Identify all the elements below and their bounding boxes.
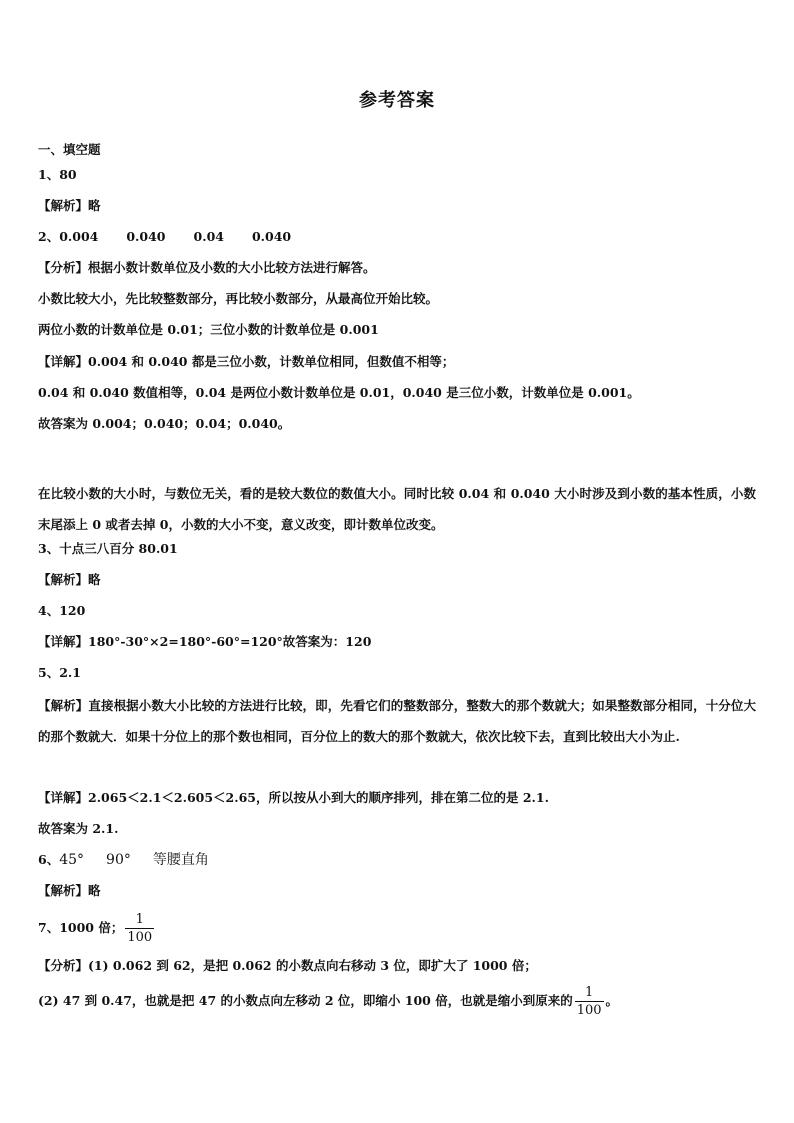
q5-detail: 【详解】2.065＜2.1＜2.605＜2.65，所以按从小到大的顺序排列，排在第二位的是 2.1.	[38, 790, 549, 805]
q4-answer: 4、120	[38, 603, 86, 618]
q7-analysis-fraction-denominator: 100	[576, 1003, 602, 1018]
q2-detail: 【详解】0.004 和 0.040 都是三位小数，计数单位相同，但数值不相等；	[38, 354, 455, 369]
q7-label: 7、1000 倍；	[38, 920, 124, 935]
q3-analysis: 【解析】略	[38, 572, 101, 587]
q2-analysis: 【分析】根据小数计数单位及小数的大小比较方法进行解答。	[38, 260, 376, 275]
q2-analysis-line2: 小数比较大小，先比较整数部分，再比较小数部分，从最高位开始比较。	[38, 291, 439, 306]
q7-fraction-numerator: 1	[135, 912, 144, 927]
q2-label: 2、	[38, 229, 60, 244]
q6-answer-2: 90°	[106, 852, 131, 868]
page-title: 参考答案	[359, 90, 435, 111]
q2-answer-3: 0.04	[193, 229, 224, 244]
q2-analysis-line3: 两位小数的计数单位是 0.01；三位小数的计数单位是 0.001	[38, 322, 379, 337]
q7-fraction-denominator: 100	[127, 930, 153, 945]
q7-analysis-fraction-numerator: 1	[584, 985, 594, 1000]
q1-answer: 1、80	[38, 167, 77, 182]
q2-answer-2: 0.040	[126, 229, 166, 244]
section-heading: 一、填空题	[38, 142, 101, 157]
q2-answer	[38, 229, 291, 245]
q7-analysis-end: 。	[605, 993, 619, 1008]
q7-fraction	[125, 911, 154, 946]
q2-detail-line2: 0.04 和 0.040 数值相等，0.04 是两位小数计数单位是 0.01，0.040 是三位小数，计数单位是 0.001。	[38, 385, 640, 400]
q7-analysis-1: 【分析】(1) 0.062 到 62，是把 0.062 的小数点向右移动 3 位，即扩大了 1000 倍；	[38, 958, 537, 973]
q7-analysis-fraction	[575, 984, 604, 1019]
q6-answer-3: 等腰直角	[152, 852, 209, 868]
q7-analysis-2	[38, 983, 618, 1019]
q2-answer-4: 0.040	[251, 229, 292, 244]
q5-analysis: 【解析】直接根据小数大小比较的方法进行比较，即，先看它们的整数部分，整数大的那个数就大；如果整数部分相同，十分位大的那个数就大．如果十分位上的那个数也相同，百分位上的数大的那个数就大，依次比较下去，直到比较出大小为止.	[38, 698, 756, 744]
q6-answer	[38, 852, 209, 868]
q4-detail: 【详解】180°-30°×2=180°-60°=120°故答案为：120	[38, 634, 372, 649]
q2-note: 在比较小数的大小时，与数位无关，看的是较大数位的数值大小。同时比较 0.04 和 0.040 大小时涉及到小数的基本性质，小数末尾添上 0 或者去掉 0，小数的大小不变，意义改变，即计数单位改变。	[38, 486, 756, 532]
q1-analysis: 【解析】略	[38, 198, 101, 213]
q6-answer-1: 45°	[59, 852, 85, 868]
q7-analysis-2-text: (2) 47 到 0.47，也就是把 47 的小数点向左移动 2 位，即缩小 100 倍，也就是缩小到原来的	[38, 993, 573, 1008]
q7-answer	[38, 910, 156, 946]
q2-answer-1: 0.004	[59, 229, 99, 244]
q3-answer: 3、十点三八百分 80.01	[38, 541, 178, 556]
q2-conclusion: 故答案为 0.004；0.040；0.04；0.040。	[38, 416, 291, 431]
q6-analysis: 【解析】略	[38, 883, 101, 898]
q5-conclusion: 故答案为 2.1.	[38, 821, 119, 836]
q6-label: 6、	[38, 852, 60, 867]
q5-answer: 5、2.1	[38, 665, 81, 680]
